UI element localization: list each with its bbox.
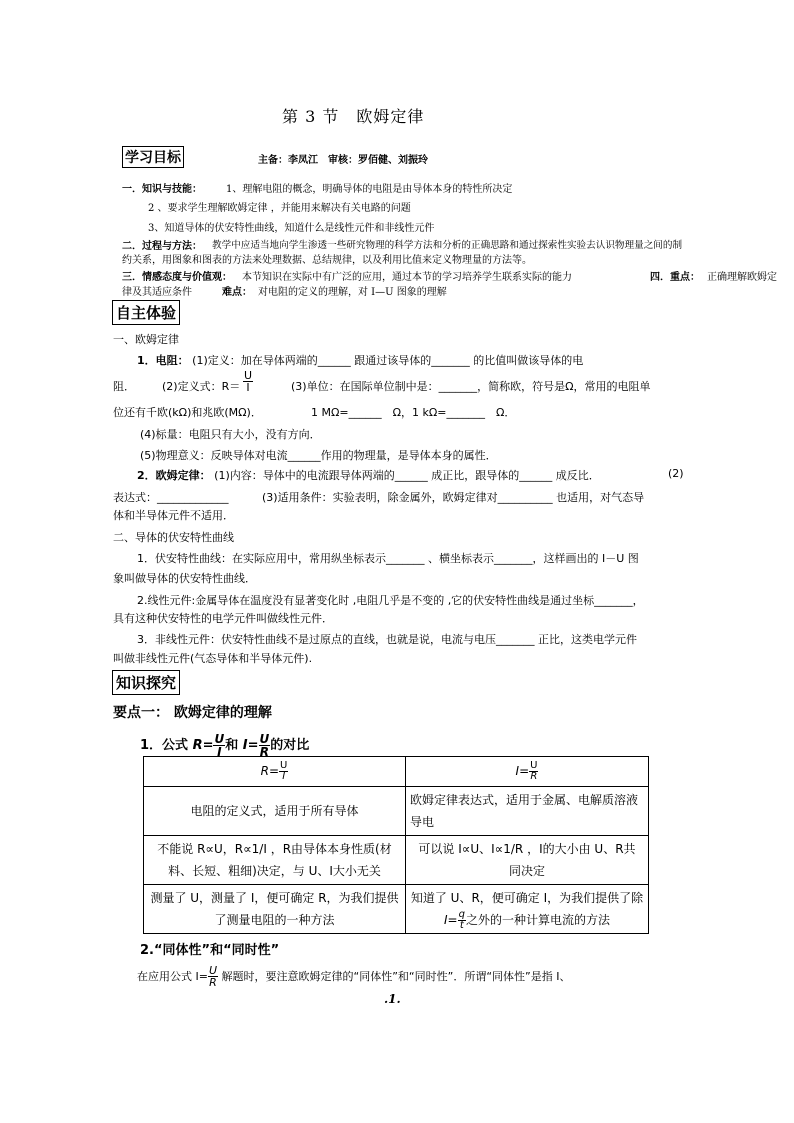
formula-i-denominator: R [259,745,269,759]
resistance-continued: 阻． [113,380,135,393]
resistance-physical-meaning: (5)物理意义：反映导体对电流______作用的物理量，是导体本身的属性． [140,449,497,462]
ohms-law-expression-blank: 表达式：_____________ [113,491,229,504]
table-cell-r-definition: 电阻的定义式，适用于所有导体 [144,787,406,836]
objective-5-text: 对电阻的定义的理解，对 I—U 图象的理解 [258,287,447,298]
page-number: .1. [384,992,401,1006]
learning-goals-label: 学习目标 [122,146,184,168]
formula-conjunction: 和 [225,738,243,753]
section-self-experience-label: 自主体验 [112,300,180,325]
resistance-formula-denominator: I [246,381,250,394]
same-body-same-time-heading: 2.“同体性”和“同时性” [140,943,280,958]
objective-2-line-1: 教学中应适当地向学生渗透一些研究物理的科学方法和分析的正确思路和通过探索性实验去认识物理量之间的制 [212,240,683,251]
table-header-r-formula [144,757,406,787]
table-row [144,885,649,934]
unit-conversion-blanks: 1 MΩ=______ Ω，1 kΩ=_______ Ω． [311,406,516,419]
table-cell-text: 了测量电阻的一种方法 [214,913,335,927]
iv-curve-definition-continued: 象叫做导体的伏安特性曲线． [113,572,256,585]
resistance-formula-numerator: U [244,369,253,382]
linear-element-definition-continued: 具有这种伏安特性的电学元件叫做线性元件． [113,612,333,625]
ohms-law-applicability-continued: 体和半导体元件不适用． [113,509,234,522]
formula-comparison-prefix: 1．公式 [140,738,193,753]
objective-3-line-1: 本节知识在实际中有广泛的应用，通过本节的学习培养学生联系实际的能力 [242,272,572,283]
table-cell-text: 测量了 U，测量了 I，便可确定 R，为我们提供 [150,891,399,905]
section-knowledge-inquiry-label: 知识探究 [112,670,180,695]
table-cell-r-measurement [144,885,406,934]
objective-1-item-3: 3、知道导体的伏安特性曲线，知道什么是线性元件和非线性元件 [148,223,435,234]
table-cell-i-proportionality [406,836,649,885]
objective-1-item-2: 2 、要求学生理解欧姆定律 ，并能用来解决有关电路的问题 [148,203,411,214]
table-row [144,836,649,885]
objective-5-heading: 难点： [222,287,252,298]
nonlinear-element-definition: 3．非线性元件：伏安特性曲线不是过原点的直线，也就是说，电流与电压_______ 正比，这类电学元件 [137,633,637,646]
table-cell-q-formula-lhs: I= [444,913,458,927]
formula-comparison-heading [140,733,309,758]
resistance-unit: (3)单位：在国际单位制中是：_______，简称欧，符号是Ω，常用的电阻单 [291,380,651,393]
same-body-paragraph [137,965,570,988]
table-cell-text: 欧姆定律表达式，适用于金属、电解质溶液 [410,793,639,807]
objective-4-heading: 四．重点： [650,272,700,283]
objective-2-line-2: 约关系，用图象和图表的方法来处理数据、总结规律，以及利用比值来定义物理量的方法等。 [122,255,532,266]
iv-curve-definition: 1．伏安特性曲线：在实际应用中，常用纵坐标表示_______ 、横坐标表示_______，这样画出的 I－U 图 [137,552,639,565]
objective-4-text-cont: 律及其适应条件 [122,287,192,298]
resistance-scalar: (4)标量：电阻只有大小，没有方向． [140,428,321,441]
table-header-i-numerator: U [530,760,538,771]
ohms-law-applicability: (3)适用条件：实验表明，除金属外，欧姆定律对__________ 也适用，对气态导 [262,491,645,504]
table-cell-text: 知道了 U、R，便可确定 I，为我们提供了除 [410,891,644,905]
table-cell-text: 之外的一种计算电流的方法 [465,913,610,927]
table-row [144,757,649,787]
section-heading-ohms-law: 一、欧姆定律 [113,333,179,346]
table-cell-t-denominator: t [459,920,464,931]
objective-2-heading: 二．过程与方法： [122,241,202,252]
table-header-i-denominator: R [530,771,538,782]
table-cell-text: 料、长短、粗细)决定，与 U、I大小无关 [168,864,381,878]
table-cell-text: 可以说 I∝U、I∝1/R ，I的大小由 U、R共 [418,842,636,856]
item-resistance-label: 1．电阻： [137,354,189,367]
table-cell-i-calculation [406,885,649,934]
item-ohms-law-label: 2．欧姆定律： [137,469,211,482]
table-cell-i-definition [406,787,649,836]
linear-element-definition: 2.线性元件:金属导体在温度没有显著变化时 ,电阻几乎是不变的 ,它的伏安特性曲线是通过坐标_______， [137,594,644,607]
formula-comparison-table [143,756,649,934]
resistance-formula-fraction [243,370,253,393]
credits: 主备：李凤江 审核：罗佰健、刘振玲 [258,155,428,166]
objective-1-item-1: 1、理解电阻的概念，明确导体的电阻是由导体本身的特性所决定 [226,184,513,195]
table-header-r-denominator: I [282,771,286,782]
ohms-law-expression-index: (2) [668,467,684,480]
table-cell-text: 不能说 R∝U，R∝1/I ，R由导体本身性质(材 [157,842,392,856]
paragraph-u-numerator: U [208,964,218,977]
objective-3-heading: 三．情感态度与价值观： [122,272,232,283]
table-cell-text: 导电 [410,815,435,829]
formula-r-numerator: U [214,732,225,746]
resistance-unit-continued: 位还有千欧(kΩ)和兆欧(MΩ)． [113,406,262,419]
table-cell-r-proportionality [144,836,406,885]
formula-comparison-suffix: 的对比 [270,738,310,753]
paragraph-text: 解题时，要注意欧姆定律的“同体性”和“同时性”．所谓“同体性”是指 I、 [218,970,571,983]
resistance-definition: (1)定义：加在导体两端的______ 跟通过该导体的_______ 的比值叫做该导体的电 [188,354,584,367]
table-cell-text: 同决定 [508,864,545,878]
objective-4-text: 正确理解欧姆定 [707,272,777,283]
formula-i-lhs: I= [242,738,259,753]
table-row [144,787,649,836]
formula-r-denominator: I [217,745,222,759]
paragraph-text: 在应用公式 I= [137,970,208,983]
key-point-1-heading: 要点一： 欧姆定律的理解 [113,705,272,721]
paragraph-r-denominator: R [209,976,217,989]
section-heading-iv-curve: 二、导体的伏安特性曲线 [113,531,234,544]
table-header-i-lhs: I= [515,764,530,778]
formula-r-lhs: R= [192,738,214,753]
table-header-r-numerator: U [280,760,288,771]
nonlinear-element-definition-continued: 叫做非线性元件(气态导体和半导体元件). [113,652,313,665]
formula-i-numerator: U [259,732,270,746]
ohms-law-content: (1)内容：导体中的电流跟导体两端的______ 成正比，跟导体的______ 成反比． [210,469,600,482]
table-cell-q-numerator: q [458,909,465,920]
table-header-i-formula [406,757,649,787]
objective-1-heading: 一．知识与技能： [122,184,202,195]
resistance-formula-prefix: (2)定义式：R＝ [162,380,241,393]
page-title: 第 3 节 欧姆定律 [282,107,425,126]
table-header-r-lhs: R= [260,764,280,778]
